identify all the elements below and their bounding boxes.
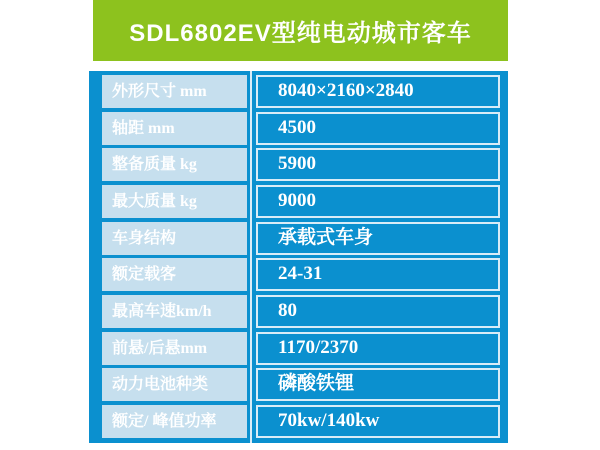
title-banner: [93, 0, 508, 61]
table-row: [102, 295, 500, 328]
spec-value: 8040×2160×2840: [256, 75, 500, 108]
spec-label: 轴距 mm: [102, 112, 247, 145]
spec-value: 承载式车身: [256, 222, 500, 255]
spec-label: 整备质量 kg: [102, 148, 247, 181]
table-row: [102, 75, 500, 108]
spec-table: [89, 71, 508, 443]
spec-value: 4500: [256, 112, 500, 145]
spec-value: 9000: [256, 185, 500, 218]
spec-value: 24-31: [256, 258, 500, 291]
table-row: [102, 405, 500, 438]
spec-label: 最大质量 kg: [102, 185, 247, 218]
table-row: [102, 222, 500, 255]
table-row: [102, 112, 500, 145]
spec-value: 磷酸铁锂: [256, 368, 500, 401]
table-row: [102, 185, 500, 218]
page-title: SDL6802EV型纯电动城市客车: [129, 20, 472, 47]
spec-value: 80: [256, 295, 500, 328]
spec-label: 车身结构: [102, 222, 247, 255]
table-row: [102, 258, 500, 291]
spec-label: 最高车速km/h: [102, 295, 247, 328]
table-row: [102, 148, 500, 181]
spec-value: 70kw/140kw: [256, 405, 500, 438]
spec-label: 额定/ 峰值功率: [102, 405, 247, 438]
table-row: [102, 368, 500, 401]
spec-value: 1170/2370: [256, 332, 500, 365]
spec-rows: [89, 71, 508, 443]
spec-value: 5900: [256, 148, 500, 181]
spec-label: 额定载客: [102, 258, 247, 291]
spec-label: 前悬/后悬mm: [102, 332, 247, 365]
table-row: [102, 332, 500, 365]
spec-label: 外形尺寸 mm: [102, 75, 247, 108]
spec-label: 动力电池种类: [102, 368, 247, 401]
